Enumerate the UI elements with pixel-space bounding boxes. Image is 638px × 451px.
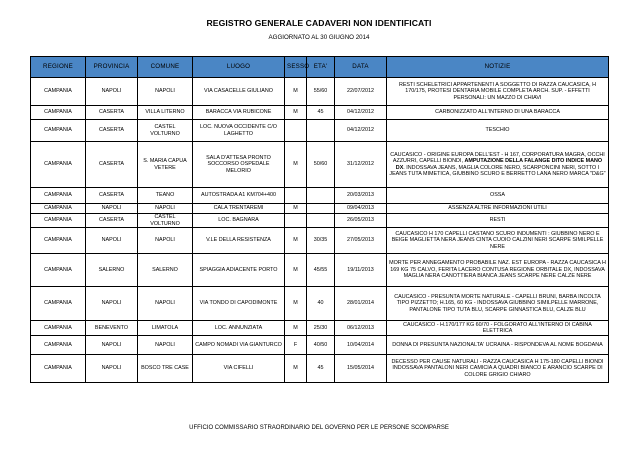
cell-eta <box>307 188 335 204</box>
table-row <box>31 214 609 228</box>
footer-office-name: UFFICIO COMMISSARIO STRAORDINARIO DEL GOVERNO PER LE PERSONE SCOMPARSE <box>189 425 449 431</box>
cell-regione: CAMPANIA <box>31 214 86 228</box>
cell-provincia: CASERTA <box>86 142 138 188</box>
cell-provincia: NAPOLI <box>86 78 138 106</box>
cell-comune: LIMATOLA <box>138 321 193 336</box>
update-date: AGGIORNATO AL 30 GIUGNO 2014 <box>268 34 370 41</box>
cell-regione: CAMPANIA <box>31 120 86 142</box>
cell-comune: BOSCO TRE CASE <box>138 355 193 383</box>
cell-notizie: MORTE PER ANNEGAMENTO PROBABILE NAZ. EST EUROPA - RAZZA CAUCASICA H 169 KG 75 CALVO, FERITA LACERO CONTUSA REGIONE ORBITALE DX, INDOSSAVA MAGLIA NERA CANOTTIERA BIANCA JEANS SCARPE NERE CALZE NERE <box>387 254 609 287</box>
cell-notizie: CAUCASICO - PRESUNTA MORTE NATURALE - CAPELLI BRUNI, BARBA INCOLTA TIPO PIZZETTO; H.165, 60 KG - INDOSSAVA GIUBBINO SIMILPELLE MARRONE, PANTALONE TIPO TUTA BLU, SCARPE GINNASTICA BLU, CALZE BLU <box>387 287 609 321</box>
cell-provincia: NAPOLI <box>86 204 138 214</box>
table-row <box>31 142 609 188</box>
cell-notizie <box>387 142 609 188</box>
cell-eta: 50/60 <box>307 142 335 188</box>
cell-comune: VILLA LITERNO <box>138 106 193 120</box>
table-row <box>31 120 609 142</box>
column-header-sesso: SESSO <box>285 57 307 78</box>
cell-regione: CAMPANIA <box>31 228 86 254</box>
cell-luogo: CALA TRENTAREMI <box>193 204 285 214</box>
cell-comune: S. MARIA CAPUA VETERE <box>138 142 193 188</box>
table-header-row <box>31 57 609 78</box>
notizie-text: CAUCASICO - ORIGINE EUROPA DELL'EST - H 167, CORPORATURA MAGRA, OCCHI AZZURRI, CAPELLI BIONDI, <box>390 151 605 165</box>
cell-sesso: M <box>285 204 307 214</box>
column-header-eta: ETA' <box>307 57 335 78</box>
cell-luogo: VIA TONDO DI CAPODIMONTE <box>193 287 285 321</box>
cell-data: 19/11/2013 <box>335 254 387 287</box>
cell-notizie: DONNA DI PRESUNTA NAZIONALTA' UCRAINA - RISPONDEVA AL NOME BOGDANA <box>387 336 609 355</box>
cell-provincia: NAPOLI <box>86 287 138 321</box>
cell-provincia: CASERTA <box>86 120 138 142</box>
cell-data: 28/01/2014 <box>335 287 387 321</box>
cell-eta: 40/50 <box>307 336 335 355</box>
cell-luogo: LOC. BAGNARA <box>193 214 285 228</box>
table-row <box>31 78 609 106</box>
cell-regione: CAMPANIA <box>31 78 86 106</box>
table-row <box>31 188 609 204</box>
cell-sesso: F <box>285 336 307 355</box>
cell-regione: CAMPANIA <box>31 142 86 188</box>
cell-luogo: CAMPO NOMADI VIA GIANTURCO <box>193 336 285 355</box>
cell-regione: CAMPANIA <box>31 287 86 321</box>
cell-sesso <box>285 188 307 204</box>
cell-luogo: LOC. NUOVA OCCIDENTE C/O LAGHETTO <box>193 120 285 142</box>
cell-sesso <box>285 214 307 228</box>
cell-comune: NAPOLI <box>138 228 193 254</box>
cell-sesso: M <box>285 254 307 287</box>
cell-data: 26/05/2013 <box>335 214 387 228</box>
cell-eta <box>307 120 335 142</box>
notizie-highlight: AMPUTAZIONE DELLA FALANGE DITO INDICE MANO DX <box>395 158 603 171</box>
cell-eta: 45/55 <box>307 254 335 287</box>
cell-data: 15/05/2014 <box>335 355 387 383</box>
cell-regione: CAMPANIA <box>31 336 86 355</box>
cell-comune: NAPOLI <box>138 336 193 355</box>
table-row <box>31 321 609 336</box>
cell-luogo: VIA CASACELLE GIULIANO <box>193 78 285 106</box>
table-row <box>31 106 609 120</box>
cell-notizie: TESCHIO <box>387 120 609 142</box>
table-row <box>31 204 609 214</box>
cell-luogo: VIA CIFELLI <box>193 355 285 383</box>
cell-sesso: M <box>285 287 307 321</box>
cell-comune: CASTEL VOLTURNO <box>138 214 193 228</box>
cell-eta: 45 <box>307 106 335 120</box>
table-row <box>31 336 609 355</box>
cell-sesso: M <box>285 321 307 336</box>
table-row <box>31 254 609 287</box>
cell-data: 06/12/2013 <box>335 321 387 336</box>
column-header-luogo: LUOGO <box>193 57 285 78</box>
cell-provincia: NAPOLI <box>86 228 138 254</box>
column-header-comune: COMUNE <box>138 57 193 78</box>
cell-provincia: CASERTA <box>86 214 138 228</box>
cell-eta <box>307 204 335 214</box>
cell-notizie: DECESSO PER CAUSE NATURALI - RAZZA CAUCASICA H 175-180 CAPELLI BIONDI INDOSSAVA PANTALONI NERI CAMICIA A QUADRI BIANCO E ARANCIO SCARPE DI COLORE GRIGIO CHIARO <box>387 355 609 383</box>
register-table <box>30 56 609 383</box>
cell-notizie: CARBONIZZATO ALL'INTERNO DI UNA BARACCA <box>387 106 609 120</box>
cell-provincia: SALERNO <box>86 254 138 287</box>
cell-sesso: M <box>285 228 307 254</box>
cell-comune: NAPOLI <box>138 287 193 321</box>
cell-luogo: SPIAGGIA ADIACENTE PORTO <box>193 254 285 287</box>
column-header-data: DATA <box>335 57 387 78</box>
cell-data: 20/03/2013 <box>335 188 387 204</box>
page-title: REGISTRO GENERALE CADAVERI NON IDENTIFICATI <box>206 18 432 28</box>
cell-eta <box>307 214 335 228</box>
table-row <box>31 355 609 383</box>
cell-data: 09/04/2013 <box>335 204 387 214</box>
cell-eta: 40 <box>307 287 335 321</box>
cell-notizie: CAUCASICO H 170 CAPELLI CASTANO SCURO INDUMENTI : GIUBBINO NERO E BEIGE MAGLIETTA NERA JEANS CINTA CUOIO CALZINI NERI SCARPE SIMILPELLE NERE <box>387 228 609 254</box>
cell-provincia: CASERTA <box>86 188 138 204</box>
cell-regione: CAMPANIA <box>31 254 86 287</box>
cell-eta: 55/60 <box>307 78 335 106</box>
table-row <box>31 287 609 321</box>
cell-notizie: ASSENZA ALTRE INFORMAZIONI UTILI <box>387 204 609 214</box>
cell-regione: CAMPANIA <box>31 321 86 336</box>
cell-regione: CAMPANIA <box>31 188 86 204</box>
cell-data: 04/12/2012 <box>335 120 387 142</box>
cell-luogo: V.LE DELLA RESISTENZA <box>193 228 285 254</box>
column-header-regione: REGIONE <box>31 57 86 78</box>
cell-sesso <box>285 120 307 142</box>
cell-eta: 30/35 <box>307 228 335 254</box>
cell-notizie: RESTI <box>387 214 609 228</box>
cell-sesso: M <box>285 355 307 383</box>
cell-luogo: BARACCA VIA RUBICONE <box>193 106 285 120</box>
cell-comune: NAPOLI <box>138 204 193 214</box>
cell-regione: CAMPANIA <box>31 355 86 383</box>
cell-comune: NAPOLI <box>138 78 193 106</box>
cell-sesso: M <box>285 106 307 120</box>
cell-notizie: CAUCASICO - H.170/177 KG 60/70 - FOLGORATO ALL'INTERNO DI CABINA ELETTRICA <box>387 321 609 336</box>
notizie-text: . INDOSSAVA JEANS, MAGLIA COLORE NERO, SCARPONCINI NERI, SOTTO I JEANS TUTA MIMETICA, GIUBBINO SCURO E BERRETTO LANA NERO MARCA "D&G" <box>389 164 606 177</box>
cell-sesso: M <box>285 78 307 106</box>
cell-luogo: SALA D'ATTESA PRONTO SOCCORSO OSPEDALE MELORIO <box>193 142 285 188</box>
cell-provincia: CASERTA <box>86 106 138 120</box>
cell-notizie: OSSA <box>387 188 609 204</box>
cell-notizie: RESTI SCHELETRICI APPARTENENTI A SOGGETTO DI RAZZA CAUCASICA, H 170/175, PROTESI DENTARIA MOBILE COMPLETA ARCH. SUP. - EFFETTI PERSONALI: UN MAZZO DI CHIAVI <box>387 78 609 106</box>
cell-comune: CASTEL VOLTURNO <box>138 120 193 142</box>
cell-luogo: AUTOSTRADA A1 KM704+400 <box>193 188 285 204</box>
cell-regione: CAMPANIA <box>31 204 86 214</box>
cell-data: 10/04/2014 <box>335 336 387 355</box>
cell-data: 27/05/2013 <box>335 228 387 254</box>
cell-provincia: NAPOLI <box>86 355 138 383</box>
column-header-notizie: NOTIZIE <box>387 57 609 78</box>
cell-eta: 45 <box>307 355 335 383</box>
cell-provincia: BENEVENTO <box>86 321 138 336</box>
cell-sesso: M <box>285 142 307 188</box>
cell-data: 31/12/2012 <box>335 142 387 188</box>
cell-comune: TEANO <box>138 188 193 204</box>
cell-comune: SALERNO <box>138 254 193 287</box>
column-header-provincia: PROVINCIA <box>86 57 138 78</box>
cell-eta: 25/30 <box>307 321 335 336</box>
cell-luogo: LOC. ANNUNZIATA <box>193 321 285 336</box>
cell-regione: CAMPANIA <box>31 106 86 120</box>
cell-data: 22/07/2012 <box>335 78 387 106</box>
cell-provincia: NAPOLI <box>86 336 138 355</box>
cell-data: 04/12/2012 <box>335 106 387 120</box>
table-row <box>31 228 609 254</box>
